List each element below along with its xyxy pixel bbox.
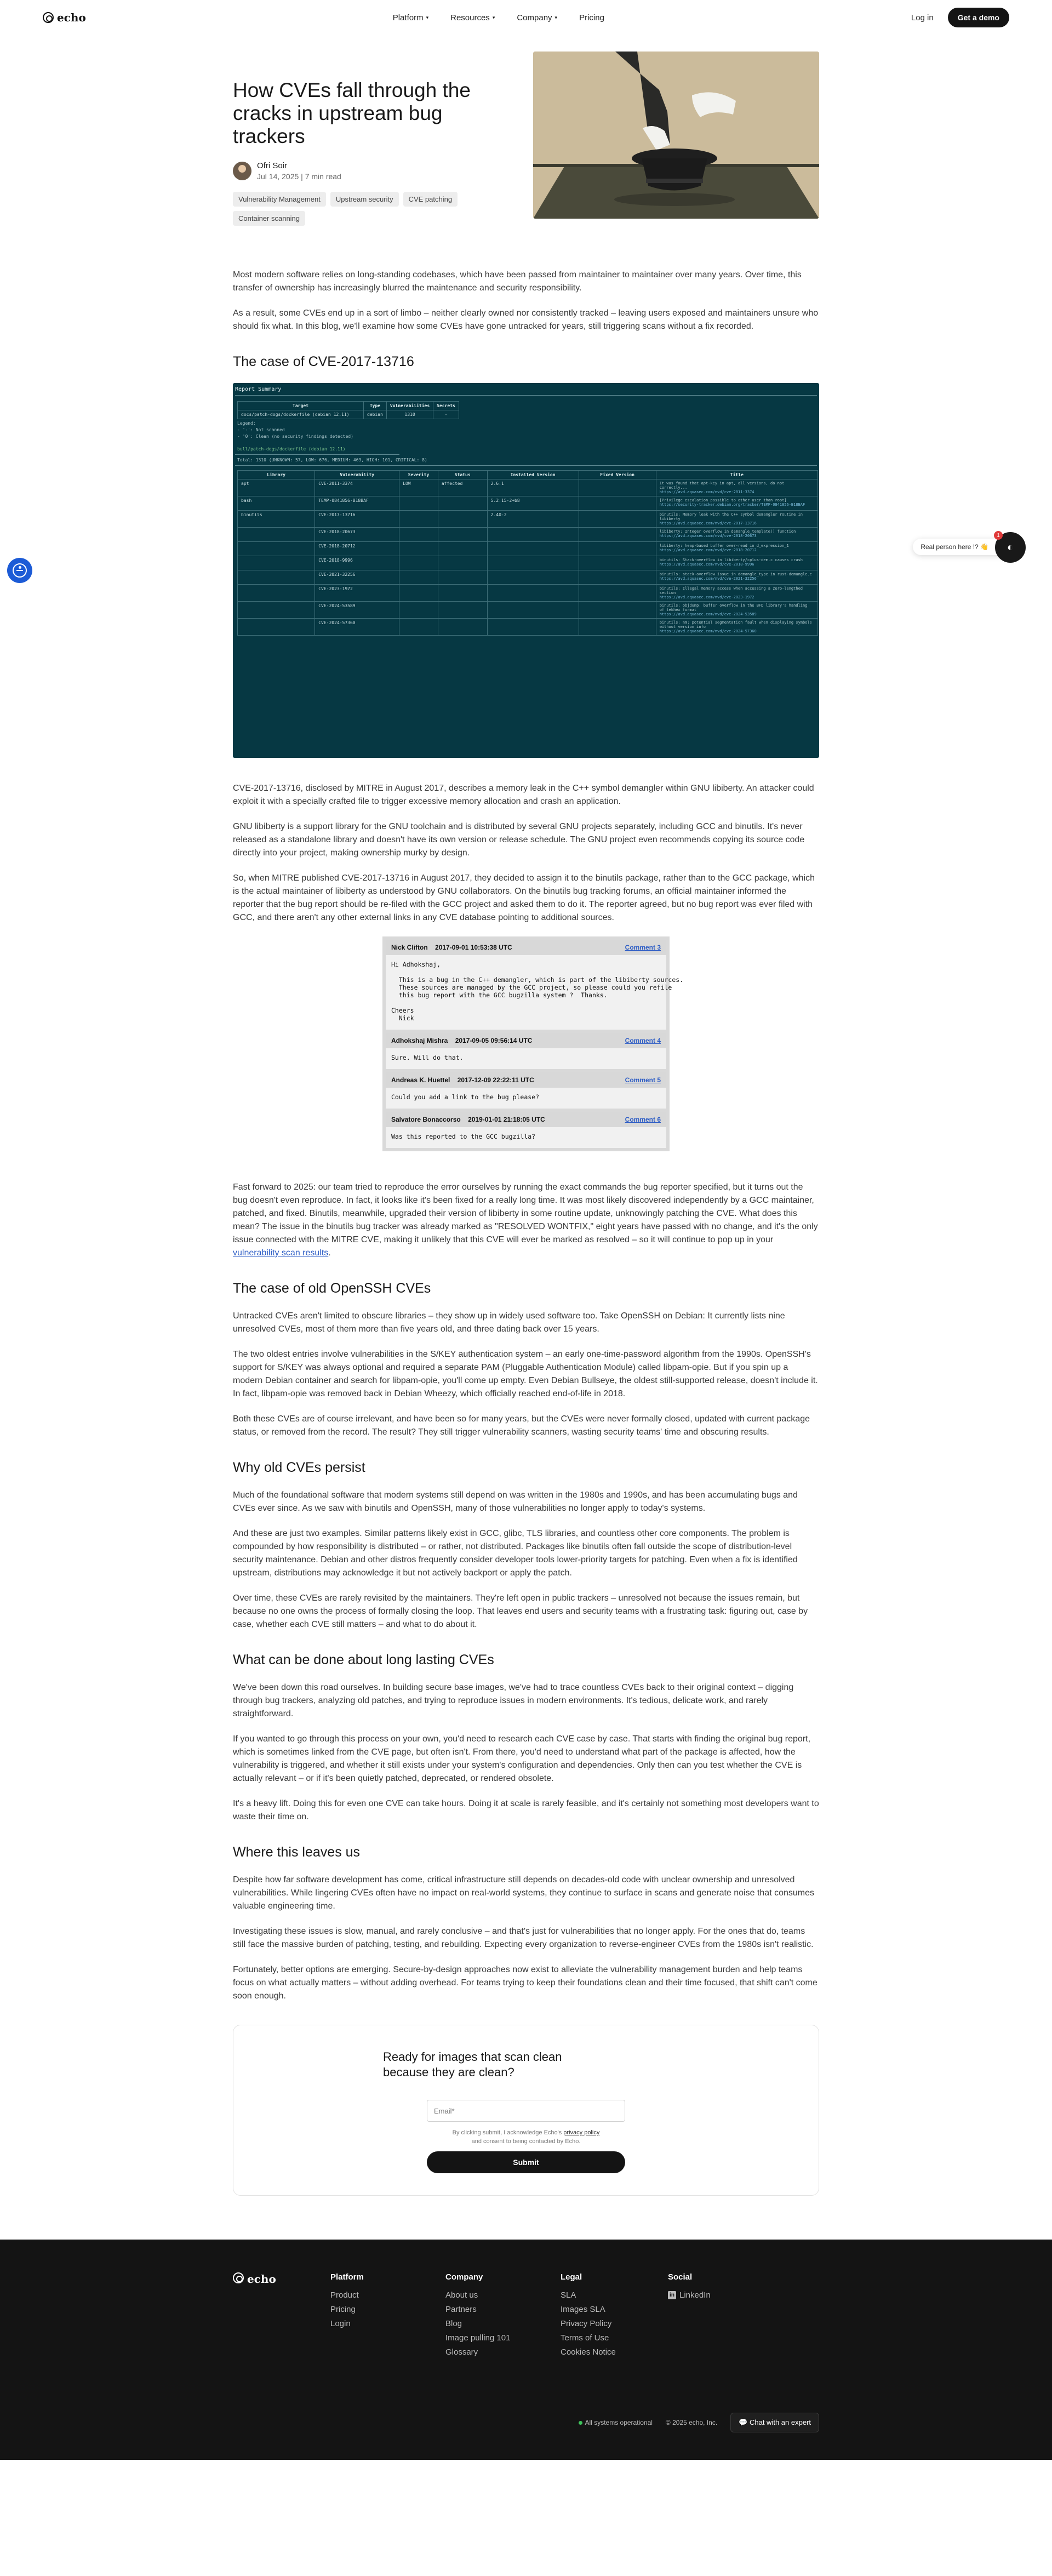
table-row bbox=[238, 602, 818, 619]
body-paragraph: Over time, these CVEs are rarely revisited by the maintainers. They're left open in public trackers – unresolved not because the issues remain, but because no one owns the process of formally closing the loop. That leaves end users and security teams with a frustrating task: figuring out, case by case, whether each CVE still matters – and what to do about it. bbox=[233, 1593, 808, 1629]
table-cell-title bbox=[656, 542, 817, 556]
table-row bbox=[238, 479, 818, 496]
comment-author bbox=[391, 1076, 534, 1084]
section-heading: The case of CVE-2017-13716 bbox=[233, 354, 414, 369]
body-paragraph: Investigating these issues is slow, manual, and rarely conclusive – and that's just for vulnerabilities that no longer apply. For the ones that do, teams still face the massive burden of patching, testing, and rebuilding. Expecting every organization to reverse-engineer CVEs from the 1980s isn't realistic. bbox=[233, 1927, 814, 1949]
table-cell: CVE-2011-3374 bbox=[315, 479, 399, 496]
comment-link[interactable]: Comment 6 bbox=[625, 1116, 661, 1123]
vuln-url: https://security-tracker.debian.org/tracker/TEMP-0841856-B18BAF bbox=[659, 502, 805, 507]
table-cell bbox=[238, 619, 315, 636]
body-paragraph bbox=[233, 1181, 819, 1260]
footer-link[interactable]: About us bbox=[445, 2291, 478, 2300]
table-cell bbox=[399, 496, 438, 511]
submit-button[interactable]: Submit bbox=[427, 2151, 625, 2173]
spacer bbox=[428, 944, 435, 951]
table-cell: CVE-2021-32256 bbox=[315, 570, 399, 585]
consent-note bbox=[427, 2128, 625, 2146]
comment-author-name: Nick Clifton bbox=[391, 944, 428, 951]
table-cell-title bbox=[656, 556, 817, 570]
body-paragraph: If you wanted to go through this process on your own, you'd need to research each CVE case by case. That starts with finding the original bug report, which is sometimes linked from the CVE page, but often isn't. From there, you'd need to understand what part of the package is affected, how the vulnerability is triggered, and whether it still exists under your system's configuration and dependencies. Only then can you test whether the CVE is actually relevant – or if it's been quietly patched, deprecated, or rendered obsolete. bbox=[233, 1734, 811, 1783]
table-cell: affected bbox=[438, 479, 487, 496]
table-header: Vulnerability bbox=[315, 471, 399, 479]
table-cell bbox=[438, 602, 487, 619]
footer-heading: Social bbox=[668, 2272, 693, 2282]
scan-report-image bbox=[233, 383, 819, 758]
legend-text: - '0': Clean (no security findings detected) bbox=[237, 434, 353, 439]
consent-text: and consent to being contacted by Echo. bbox=[471, 2138, 581, 2145]
footer-link[interactable]: Image pulling 101 bbox=[445, 2333, 511, 2343]
avatar bbox=[233, 162, 251, 180]
bug-comment bbox=[386, 1033, 666, 1072]
comment-body: Could you add a link to the bug please? bbox=[391, 1093, 540, 1101]
paragraph-text: Fast forward to 2025: our team tried to reproduce the error ourselves by running the exact commands the bug reporter specified, but it turns out the bug doesn't even reproduce. In fact, it looks like it's been fixed for a really long time. It was most likely discovered independently by a GCC maintainer, patched, and fixed. Binutils, meanwhile, upgraded their version of libiberty in some routine update, unknowingly patching the CVE. What does this mean? The issue in the binutils bug tracker was already marked as "RESOLVED WONTFIX," eight years have passed with no change, and it's the only issue connected with the MITRE CVE, making it unlikely that this CVE will ever be marked as resolved – so it will continue to pop up in your bbox=[233, 1183, 818, 1244]
footer-link[interactable]: Pricing bbox=[330, 2305, 356, 2314]
footer bbox=[0, 2240, 1052, 2460]
author-name: Ofri Soir bbox=[257, 161, 288, 170]
footer-link[interactable]: Terms of Use bbox=[561, 2333, 609, 2343]
summary-header: Type bbox=[364, 402, 387, 410]
footer-link[interactable]: Glossary bbox=[445, 2347, 478, 2357]
body-paragraph: Fortunately, better options are emerging. Secure-by-design approaches now exist to alleviate the vulnerability management burden and help teams focus on what actually matters – without adding overhead. For teams trying to keep their foundations clean and their time focused, that shift can't come soon enough. bbox=[233, 1965, 817, 2001]
table-cell bbox=[399, 556, 438, 570]
chevron-down-icon: ▾ bbox=[492, 14, 495, 20]
table-cell bbox=[438, 496, 487, 511]
table-row bbox=[238, 556, 818, 570]
tag[interactable]: CVE patching bbox=[403, 192, 458, 207]
vuln-url: https://avd.aquasec.com/nvd/cve-2018-9996 bbox=[659, 562, 754, 567]
cta-title: Ready for images that scan clean because they are clean? bbox=[383, 2050, 562, 2079]
table-row bbox=[238, 570, 818, 585]
table-cell bbox=[438, 556, 487, 570]
paragraph-text: . bbox=[328, 1248, 331, 1258]
footer-col-company bbox=[445, 2272, 561, 2362]
table-cell bbox=[487, 556, 579, 570]
table-cell bbox=[487, 570, 579, 585]
summary-header: Target bbox=[238, 402, 364, 410]
footer-link[interactable]: Blog bbox=[445, 2319, 462, 2328]
table-cell bbox=[238, 585, 315, 602]
body-paragraph: We've been down this road ourselves. In building secure base images, we've had to trace countless CVEs back to their original context – digging through bug trackers, analyzing old patches, and trying to reproduce issues in modern environments. It's tedious, delicate work, and rarely straightforward. bbox=[233, 1683, 794, 1718]
login-link[interactable]: Log in bbox=[911, 13, 934, 22]
vuln-title: binutils: stack-overflow issue in demangle_type in rust-demangle.c bbox=[659, 572, 812, 576]
table-row bbox=[238, 585, 818, 602]
status-text: All systems operational bbox=[585, 2419, 653, 2426]
chat-with-expert-button[interactable] bbox=[730, 2413, 819, 2432]
logo-text: echo bbox=[247, 2272, 276, 2286]
spacer bbox=[450, 1076, 457, 1084]
vuln-title: binutils: Memory leak with the C++ symbol demangler routine in libiberty bbox=[659, 512, 803, 521]
vuln-url: https://avd.aquasec.com/nvd/cve-2011-3374 bbox=[659, 490, 754, 494]
comment-body: Sure. Will do that. bbox=[391, 1054, 464, 1061]
page-title: How CVEs fall through the cracks in upstream bug trackers bbox=[233, 79, 471, 147]
comment-author-name: Salvatore Bonaccorso bbox=[391, 1116, 461, 1123]
table-row bbox=[238, 511, 818, 528]
intro-paragraph: Most modern software relies on long-standing codebases, which have been passed from maintainer to maintainer over many years. Over time, this transfer of ownership has increasingly blurred the maintenance and security responsibility. bbox=[233, 270, 802, 293]
nav-actions bbox=[911, 8, 1009, 27]
comment-author-name: Adhokshaj Mishra bbox=[391, 1037, 448, 1044]
tag-list bbox=[233, 192, 468, 226]
comment-link[interactable]: Comment 4 bbox=[625, 1037, 661, 1044]
vuln-url: https://avd.aquasec.com/nvd/cve-2018-20712 bbox=[659, 548, 757, 552]
divider bbox=[235, 395, 817, 396]
comment-link[interactable]: Comment 5 bbox=[625, 1076, 661, 1084]
privacy-policy-link[interactable]: privacy policy bbox=[563, 2129, 600, 2136]
table-cell bbox=[438, 528, 487, 542]
table-cell bbox=[438, 585, 487, 602]
table-cell bbox=[579, 570, 656, 585]
footer-bottom bbox=[579, 2413, 819, 2432]
table-cell-title bbox=[656, 528, 817, 542]
table-header: Title bbox=[656, 471, 817, 479]
chat-label: Chat with an expert bbox=[749, 2418, 811, 2426]
body-paragraph: It's a heavy lift. Doing this for even one CVE can take hours. Doing it at scale is rarely feasible, and it's certainly not something most developers want to waste their time on. bbox=[233, 1799, 819, 1821]
report-title: Report Summary bbox=[235, 386, 282, 392]
table-header: Status bbox=[438, 471, 487, 479]
table-cell bbox=[399, 528, 438, 542]
footer-heading: Platform bbox=[330, 2272, 364, 2282]
body-paragraph: GNU libiberty is a support library for the GNU toolchain and is distributed by several GNU projects separately, including GCC and binutils. It's never released as a standalone library and doesn't have its own version or release schedule. The GNU project even recommends copying its source code directly into your project, making ownership murky by design. bbox=[233, 822, 805, 858]
bug-comment-header bbox=[386, 940, 666, 955]
body-paragraph: Much of the foundational software that modern systems still depend on was written in the 1980s and 1990s, and has been accumulating bugs and CVEs ever since. As we saw with binutils and OpenSSH, many of those vulnerabilities no longer apply to today's systems. bbox=[233, 1490, 798, 1513]
table-cell-title bbox=[656, 479, 817, 496]
comment-date: 2019-01-01 21:18:05 UTC bbox=[468, 1116, 545, 1123]
table-cell bbox=[487, 528, 579, 542]
body-paragraph: Untracked CVEs aren't limited to obscure libraries – they show up in widely used software too. Take OpenSSH on Debian: It currently lists nine unresolved CVEs, most of them more than five years old, and three dating back over 15 years. bbox=[233, 1311, 785, 1334]
spacer bbox=[461, 1116, 468, 1123]
table-cell-title bbox=[656, 619, 817, 636]
table-cell bbox=[438, 542, 487, 556]
body-paragraph: CVE-2017-13716, disclosed by MITRE in August 2017, describes a memory leak in the C++ symbol demangler within GNU libiberty. An attacker could exploit it with a specially crafted file to trigger excessive memory allocation and crash an application. bbox=[233, 784, 814, 806]
status-indicator[interactable] bbox=[579, 2419, 653, 2426]
email-field[interactable] bbox=[427, 2100, 625, 2122]
divider bbox=[235, 465, 817, 466]
summary-cell: debian bbox=[364, 410, 387, 419]
chat-prompt-bubble[interactable]: Real person here !? 👋 bbox=[913, 539, 1021, 555]
table-row bbox=[238, 542, 818, 556]
table-cell: 2.6.1 bbox=[487, 479, 579, 496]
table-header: Severity bbox=[399, 471, 438, 479]
chat-icon: 💬 bbox=[739, 2418, 750, 2426]
copyright: © 2025 echo, Inc. bbox=[665, 2419, 718, 2426]
linkedin-link[interactable] bbox=[668, 2291, 783, 2300]
body-paragraph: So, when MITRE published CVE-2017-13716 in August 2017, they decided to assign it to the binutils package, rather than to the GCC package, which is the actual maintainer of libiberty as understood by GNU collaborators. On the binutils bug tracking forums, an official maintainer informed the reporter that the bug report should be re-filed with the GCC project and asked them to do it. The reporter agreed, but no bug report was ever filed with GCC, and there aren't any other external links in any CVE database pointing to additional sources. bbox=[233, 873, 815, 922]
table-cell bbox=[438, 619, 487, 636]
table-cell bbox=[238, 602, 315, 619]
summary-cell: - bbox=[433, 410, 459, 419]
accessibility-icon bbox=[13, 563, 27, 578]
vuln-url: https://avd.aquasec.com/nvd/cve-2024-57360 bbox=[659, 629, 757, 633]
echo-logo-icon bbox=[43, 12, 54, 23]
linkedin-label: LinkedIn bbox=[679, 2291, 711, 2300]
report-summary-table bbox=[237, 401, 459, 419]
table-cell-title bbox=[656, 496, 817, 511]
bug-comment bbox=[386, 940, 684, 1033]
comment-date: 2017-09-01 10:53:38 UTC bbox=[435, 944, 512, 951]
nav-links bbox=[393, 13, 604, 22]
table-cell bbox=[579, 496, 656, 511]
accessibility-button[interactable] bbox=[7, 558, 32, 583]
table-cell: TEMP-0841856-B18BAF bbox=[315, 496, 399, 511]
nav-company-label: Company bbox=[517, 13, 552, 22]
table-header: Library bbox=[238, 471, 315, 479]
chevron-down-icon: ▾ bbox=[554, 14, 558, 20]
footer-col-platform bbox=[330, 2272, 445, 2362]
bug-comment-header bbox=[386, 1033, 666, 1048]
comment-body: Was this reported to the GCC bugzilla? bbox=[391, 1133, 536, 1140]
table-cell bbox=[399, 602, 438, 619]
table-cell bbox=[487, 585, 579, 602]
table-cell-title bbox=[656, 570, 817, 585]
vuln-url: https://avd.aquasec.com/nvd/cve-2018-20673 bbox=[659, 534, 757, 538]
table-cell: apt bbox=[238, 479, 315, 496]
table-cell bbox=[399, 585, 438, 602]
vulnerability-scan-link[interactable]: vulnerability scan results bbox=[233, 1248, 329, 1258]
nav-resources-label: Resources bbox=[450, 13, 490, 22]
footer-heading: Company bbox=[445, 2272, 483, 2282]
comment-date: 2017-09-05 09:56:14 UTC bbox=[455, 1037, 533, 1044]
bug-comment-header bbox=[386, 1072, 666, 1088]
nav-company[interactable] bbox=[517, 13, 557, 22]
table-cell: CVE-2023-1972 bbox=[315, 585, 399, 602]
chevron-down-icon: ▾ bbox=[426, 14, 429, 20]
echo-logo-icon bbox=[233, 2272, 244, 2283]
tag[interactable]: Upstream security bbox=[330, 192, 399, 207]
footer-col-legal bbox=[561, 2272, 668, 2362]
table-row bbox=[238, 619, 818, 636]
table-cell bbox=[487, 602, 579, 619]
table-cell bbox=[399, 619, 438, 636]
section-heading: Where this leaves us bbox=[233, 1844, 361, 1860]
table-cell bbox=[399, 570, 438, 585]
vuln-url: https://avd.aquasec.com/nvd/cve-2024-53589 bbox=[659, 612, 757, 616]
section-heading: Why old CVEs persist bbox=[233, 1460, 365, 1475]
table-cell bbox=[579, 556, 656, 570]
vuln-title: libiberty: heap-based buffer over-read in d_expression_1 bbox=[659, 544, 789, 548]
bugzilla-comments-image bbox=[382, 936, 684, 1151]
table-row bbox=[238, 496, 818, 511]
table-cell-title bbox=[656, 602, 817, 619]
hero-text bbox=[233, 52, 518, 226]
comment-author-name: Andreas K. Huettel bbox=[391, 1076, 450, 1084]
table-cell-title bbox=[656, 511, 817, 528]
report-total: Total: 1310 (UNKNOWN: 57, LOW: 676, MEDIUM: 463, HIGH: 101, CRITICAL: 8) bbox=[237, 458, 427, 462]
table-cell bbox=[579, 528, 656, 542]
vuln-url: https://avd.aquasec.com/nvd/cve-2017-13716 bbox=[659, 521, 757, 526]
table-cell bbox=[238, 528, 315, 542]
comment-author bbox=[391, 1116, 545, 1123]
table-cell bbox=[579, 602, 656, 619]
table-cell: LOW bbox=[399, 479, 438, 496]
table-header: Installed Version bbox=[487, 471, 579, 479]
nav-pricing[interactable]: Pricing bbox=[579, 13, 604, 22]
comment-body: Hi Adhokshaj, This is a bug in the C++ demangler, which is part of the libiberty sources. These sources are managed by the GCC project, so please could you refile this bug report with the GCC bugzilla system ? Thanks. Cheers Nick bbox=[391, 961, 684, 1022]
table-header: Fixed Version bbox=[579, 471, 656, 479]
nav-platform[interactable] bbox=[393, 13, 428, 22]
comment-link[interactable]: Comment 3 bbox=[625, 944, 661, 951]
linkedin-icon: in bbox=[668, 2291, 676, 2299]
table-cell: CVE-2024-53589 bbox=[315, 602, 399, 619]
vuln-title: libiberty: Integer overflow in demangle_template() function bbox=[659, 529, 796, 534]
section-heading: The case of old OpenSSH CVEs bbox=[233, 1281, 431, 1296]
vuln-title: binutils: Illegal memory access when accessing a zero-lengthed section bbox=[659, 586, 803, 595]
footer-link[interactable]: Product bbox=[330, 2291, 359, 2300]
comment-author bbox=[391, 1037, 532, 1044]
nav-resources[interactable] bbox=[450, 13, 495, 22]
vuln-url: https://avd.aquasec.com/nvd/cve-2021-32256 bbox=[659, 576, 757, 581]
footer-link[interactable]: Cookies Notice bbox=[561, 2347, 616, 2357]
vuln-url: https://avd.aquasec.com/nvd/cve-2023-1972 bbox=[659, 595, 754, 599]
vulnerability-table bbox=[237, 470, 818, 636]
comment-author bbox=[391, 944, 512, 951]
consent-text: By clicking submit, I acknowledge Echo's bbox=[452, 2129, 564, 2136]
comment-date: 2017-12-09 22:22:11 UTC bbox=[457, 1076, 534, 1084]
footer-logo[interactable] bbox=[233, 2272, 330, 2362]
vuln-title: binutils: objdump: buffer overflow in the BFD library's handling of tekhex format bbox=[659, 603, 808, 612]
table-cell: CVE-2018-20673 bbox=[315, 528, 399, 542]
footer-link[interactable]: Images SLA bbox=[561, 2305, 605, 2314]
body-paragraph: The two oldest entries involve vulnerabilities in the S/KEY authentication system – an early one-time-password algorithm from the 1990s. OpenSSH's support for S/KEY was always optional and required a separate PAM (Pluggable Authentication Module) called libpam-opie. But if you spin up a modern Debian container and search for libpam-opie, you'll come up empty. Even Debian Bullseye, the oldest still-supported release, doesn't include it. In fact, libpam-opie was removed back in Debian Wheezy, which officially reached end-of-life in 2018. bbox=[233, 1350, 818, 1398]
table-cell: CVE-2024-57360 bbox=[315, 619, 399, 636]
summary-header: Vulnerabilities bbox=[386, 402, 433, 410]
table-cell bbox=[238, 542, 315, 556]
bug-comment bbox=[386, 1072, 666, 1112]
table-cell: binutils bbox=[238, 511, 315, 528]
spacer bbox=[448, 1037, 455, 1044]
nav-platform-label: Platform bbox=[392, 13, 424, 22]
divider bbox=[235, 454, 399, 455]
footer-col-social bbox=[668, 2272, 783, 2362]
vuln-title: [Privilege escalation possible to other user than root] bbox=[659, 498, 787, 502]
table-row bbox=[238, 528, 818, 542]
table-cell bbox=[487, 619, 579, 636]
footer-link[interactable]: Login bbox=[330, 2319, 351, 2328]
table-cell bbox=[438, 511, 487, 528]
table-cell: bash bbox=[238, 496, 315, 511]
notification-badge: 1 bbox=[994, 531, 1003, 540]
logo-text: echo bbox=[57, 11, 86, 24]
summary-cell: docs/patch-dogs/dockerfile (debian 12.11) bbox=[238, 410, 364, 419]
table-cell-title bbox=[656, 585, 817, 602]
tag[interactable]: Container scanning bbox=[233, 211, 305, 226]
vuln-title: It was found that apt-key in apt, all versions, do not correctly... bbox=[659, 481, 785, 490]
table-cell: CVE-2018-20712 bbox=[315, 542, 399, 556]
chat-icon: ◐ bbox=[1007, 541, 1014, 553]
table-cell: CVE-2017-13716 bbox=[315, 511, 399, 528]
report-target: bull/patch-dogs/dockerfile (debian 12.11) bbox=[237, 447, 346, 452]
author-block bbox=[233, 161, 518, 181]
bug-comment-header bbox=[386, 1112, 666, 1127]
summary-header: Secrets bbox=[433, 402, 459, 410]
legend-text: - '-': Not scanned bbox=[237, 427, 285, 432]
get-demo-button[interactable]: Get a demo bbox=[948, 8, 1009, 27]
table-cell: 5.2.15-2+b8 bbox=[487, 496, 579, 511]
vuln-title: binutils: nm: potential segmentation fault when displaying symbols without version info bbox=[659, 620, 812, 629]
table-cell: CVE-2018-9996 bbox=[315, 556, 399, 570]
status-dot-icon bbox=[579, 2421, 582, 2425]
magic-hat-illustration bbox=[533, 52, 819, 219]
table-cell bbox=[238, 556, 315, 570]
table-cell bbox=[399, 511, 438, 528]
footer-link[interactable]: SLA bbox=[561, 2291, 576, 2300]
bug-comment bbox=[386, 1112, 666, 1148]
post-meta: Jul 14, 2025 | 7 min read bbox=[257, 172, 341, 181]
newsletter-cta bbox=[233, 2025, 819, 2196]
vuln-title: binutils: Stack-overflow in libiberty/cplus-dem.c causes crash bbox=[659, 558, 803, 562]
intro-paragraph: As a result, some CVEs end up in a sort of limbo – neither clearly owned nor consistently tracked – leaving users exposed and maintainers unsure who should fix what. In this blog, we'll examine how some CVEs have gone untracked for years, still triggering scans without a fix recorded. bbox=[233, 309, 819, 331]
table-cell bbox=[579, 585, 656, 602]
legend-text: Legend: bbox=[237, 421, 256, 426]
body-paragraph: And these are just two examples. Similar patterns likely exist in GCC, glibc, TLS libraries, and countless other core components. The problem is compounded by how responsibility is distributed – or rather, not distributed. Packages like binutils often fall outside the scope of distribution-level security maintenance. Debian and other distros frequently consider developer tools lower-priority targets for patching. Even when a fix is identified upstream, distributions may acknowledge it but not actively backport or apply the patch. bbox=[233, 1529, 798, 1578]
hero bbox=[233, 52, 819, 226]
section-heading: What can be done about long lasting CVEs bbox=[233, 1652, 494, 1667]
table-cell bbox=[399, 542, 438, 556]
footer-heading: Legal bbox=[561, 2272, 582, 2282]
top-nav bbox=[0, 0, 1052, 35]
hero-illustration bbox=[533, 52, 819, 219]
article bbox=[233, 269, 819, 2003]
summary-cell: 1310 bbox=[386, 410, 433, 419]
table-cell bbox=[579, 542, 656, 556]
body-paragraph: Despite how far software development has come, critical infrastructure still depends on decades-old code with unclear ownership and unresolved vulnerabilities. While lingering CVEs often have no impact on real-world systems, they continue to surface in scans and generate noise that consumes valuable engineering time. bbox=[233, 1875, 814, 1911]
table-cell bbox=[579, 511, 656, 528]
table-cell: 2.40-2 bbox=[487, 511, 579, 528]
footer-link[interactable]: Partners bbox=[445, 2305, 477, 2314]
echo-logo[interactable] bbox=[43, 11, 86, 24]
table-cell bbox=[438, 570, 487, 585]
body-paragraph: Both these CVEs are of course irrelevant, and have been so for many years, but the CVEs were never formally closed, updated with current package status, or removed from the record. The result? They still trigger vulnerability scanners, wasting security teams' time and obscuring results. bbox=[233, 1414, 810, 1437]
table-cell bbox=[579, 479, 656, 496]
table-cell bbox=[238, 570, 315, 585]
table-cell bbox=[487, 542, 579, 556]
tag[interactable]: Vulnerability Management bbox=[233, 192, 326, 207]
footer-link[interactable]: Privacy Policy bbox=[561, 2319, 612, 2328]
table-cell bbox=[579, 619, 656, 636]
